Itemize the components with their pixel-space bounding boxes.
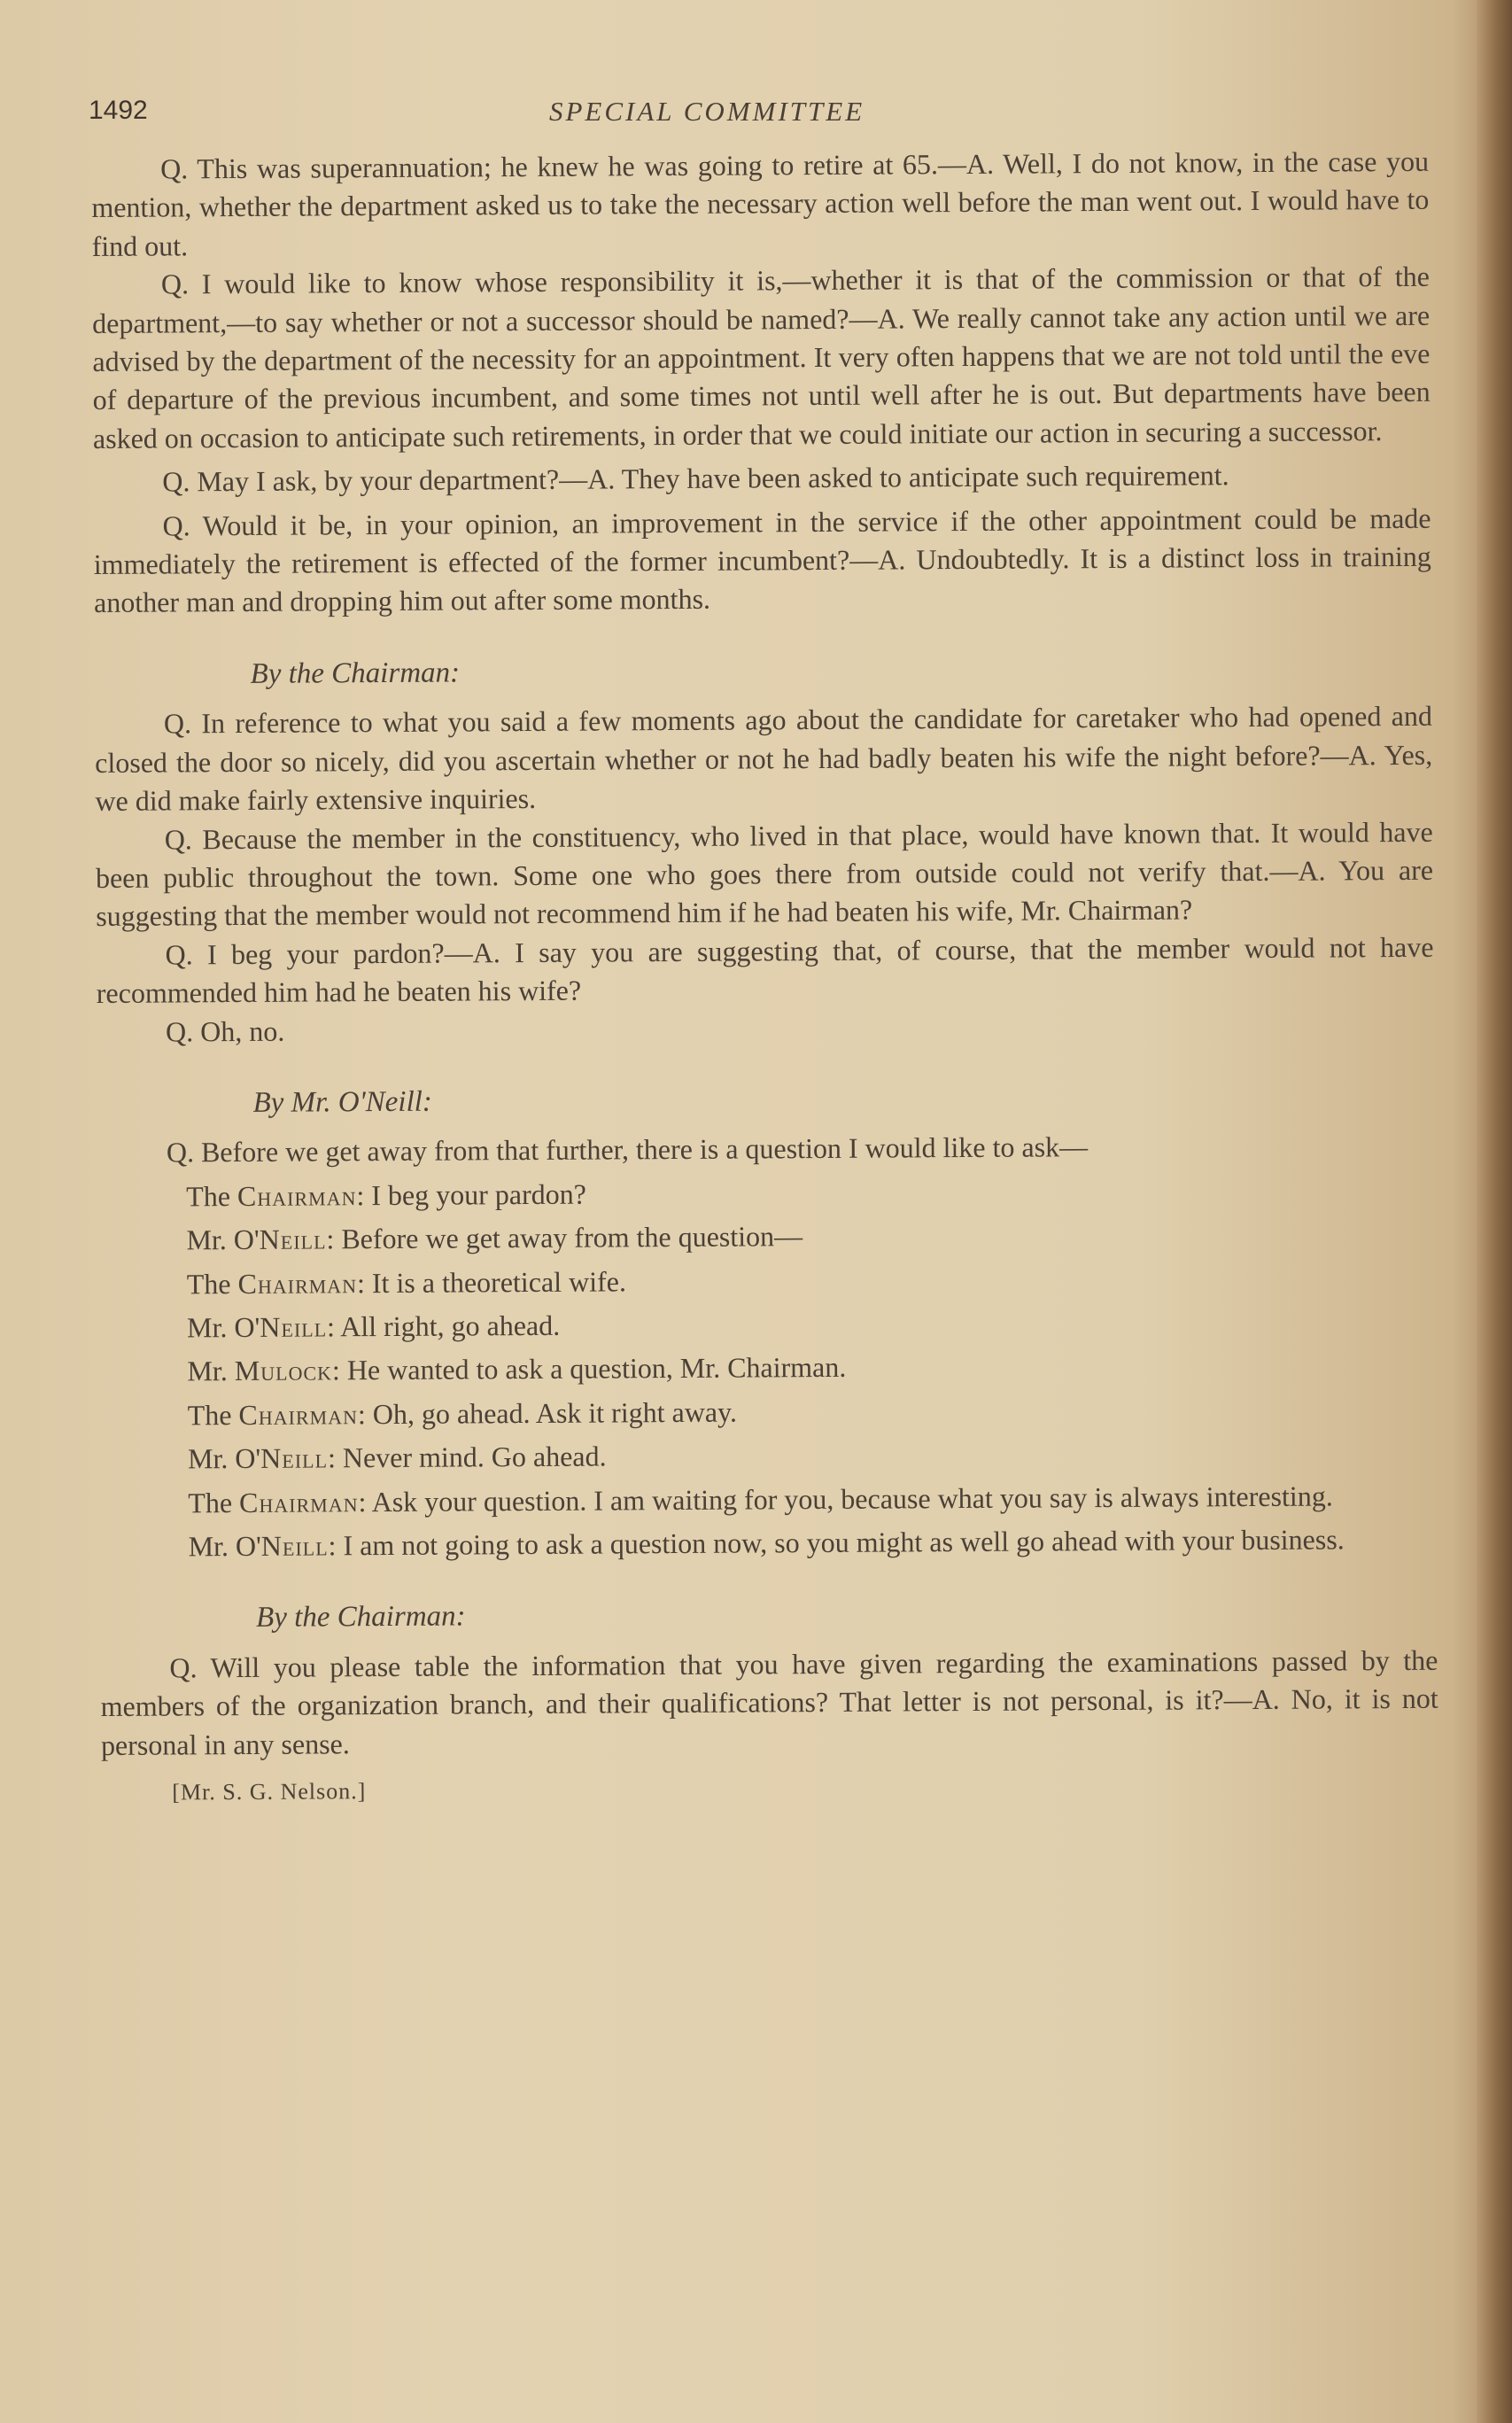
speaker-name: Neill — [260, 1310, 328, 1343]
dialogue-text: : Oh, go ahead. Ask it right away. — [357, 1395, 738, 1430]
speaker-prefix: Mr. — [187, 1355, 235, 1387]
speaker-prefix: The — [188, 1486, 240, 1518]
paragraph: Q. This was superannuation; he knew he was going to retire at 65.—A. Well, I do not know, in the case you mention, whether the department asked us to take the necessary action well before the man went out. I would have to find out. — [91, 144, 1430, 262]
paragraph: Q. May I ask, by your department?—A. They have been asked to anticipate such requirement. — [162, 459, 1229, 498]
dialogue-line — [98, 1345, 1436, 1392]
speaker-prefix: The — [186, 1267, 238, 1300]
speaker-prefix: Mr. O' — [187, 1310, 260, 1344]
dialogue-line — [99, 1476, 1437, 1523]
page-body — [91, 143, 1438, 1813]
dialogue-line — [98, 1301, 1436, 1348]
speaker-prefix: Mr. O' — [186, 1223, 260, 1256]
section-heading: By Mr. O'Neill: — [252, 1085, 432, 1119]
speaker-name: Neill — [260, 1441, 329, 1475]
speaker-prefix: The — [186, 1179, 238, 1213]
dialogue-line — [99, 1389, 1437, 1436]
running-head: SPECIAL COMMITTEE — [549, 96, 865, 127]
paragraph: Q. Would it be, in your opinion, an improvement in the service if the other appointment could be made immediately the retirement is effected of the former incumbent?—A. Undoubtedly. It is a distinct loss in training another man and dropping him out after some months. — [93, 501, 1431, 619]
speaker-name: Neill — [259, 1223, 327, 1256]
speaker-prefix: The — [187, 1398, 239, 1432]
dialogue-text: : I beg your pardon? — [356, 1177, 586, 1211]
witness-footer: [Mr. S. G. Nelson.] — [172, 1778, 367, 1806]
speaker-name: Chairman — [238, 1485, 359, 1518]
dialogue-text: : Before we get away from the question— — [326, 1220, 803, 1255]
speaker-name: Chairman — [237, 1266, 358, 1300]
page-number: 1492 — [89, 96, 148, 125]
speaker-name: Chairman — [236, 1178, 357, 1212]
page-header — [89, 96, 1417, 136]
speaker-name: Neill — [260, 1529, 329, 1562]
paragraph: Q. In reference to what you said a few moments ago about the candidate for caretaker who had opened and closed the door so nicely, did you ascertain whether or not he had badly beaten his wife the night before?—A. Yes, we did make fairly extensive inquiries. — [95, 700, 1433, 818]
dialogue-text: : It is a theoretical wife. — [356, 1264, 627, 1299]
speaker-name: Mulock — [234, 1354, 333, 1387]
dialogue-line — [99, 1520, 1437, 1567]
paragraph: Q. Before we get away from that further, there is a question I would like to ask— — [166, 1130, 1089, 1169]
speaker-name: Chairman — [238, 1397, 359, 1431]
speaker-prefix: Mr. O' — [188, 1529, 261, 1563]
dialogue-line — [98, 1257, 1436, 1304]
dialogue-line — [99, 1433, 1437, 1479]
dialogue-line — [97, 1170, 1435, 1217]
dialogue-text: : He wanted to ask a question, Mr. Chairman. — [331, 1351, 847, 1386]
paragraph: Q. I beg your pardon?—A. I say you are suggesting that, of course, that the member would not have recommended him had he beaten his wife? — [96, 930, 1434, 1010]
dialogue-text: : All right, go ahead. — [326, 1309, 561, 1343]
dialogue-text: : Ask your question. I am waiting for you, because what you say is always interesting. — [358, 1479, 1333, 1518]
section-heading: By the Chairman: — [256, 1600, 466, 1635]
paragraph: Q. Oh, no. — [165, 1014, 285, 1048]
paragraph: Q. I would like to know whose responsibility it is,—whether it is that of the commission or that of the department,—to say whether or not a successor should be named?—A. We really cannot take any action until we are advised by the department of the necessity for an appointment. It very often happens that we are not told until the eve of departure of the previous incumbent, and some times not until well after he is out. But departments have been asked on occasion to anticipate such retirements, in order that we could initiate our action in securing a successor. — [92, 260, 1431, 454]
dialogue-text: : I am not going to ask a question now, so you might as well go ahead with your business. — [328, 1523, 1345, 1562]
book-spine-edge — [1477, 0, 1512, 2423]
dialogue-text: : Never mind. Go ahead. — [327, 1440, 607, 1474]
paragraph: Q. Because the member in the constituency, who lived in that place, would have known that. It would have been public throughout the town. Some one who goes there from outside could not verify that.—A. You are suggesting that the member would not recommend him if he had beaten his wife, Mr. Chairman? — [95, 815, 1434, 933]
dialogue-line — [97, 1214, 1435, 1261]
speaker-prefix: Mr. O' — [187, 1442, 261, 1475]
dialogue-block — [97, 1170, 1438, 1567]
section-heading: By the Chairman: — [250, 656, 461, 690]
paragraph: Q. Will you please table the information that you have given regarding the examinations passed by the members of the organization branch, and their qualifications? That letter is not personal, is it?—A. No, it is not personal in any sense. — [100, 1643, 1438, 1761]
